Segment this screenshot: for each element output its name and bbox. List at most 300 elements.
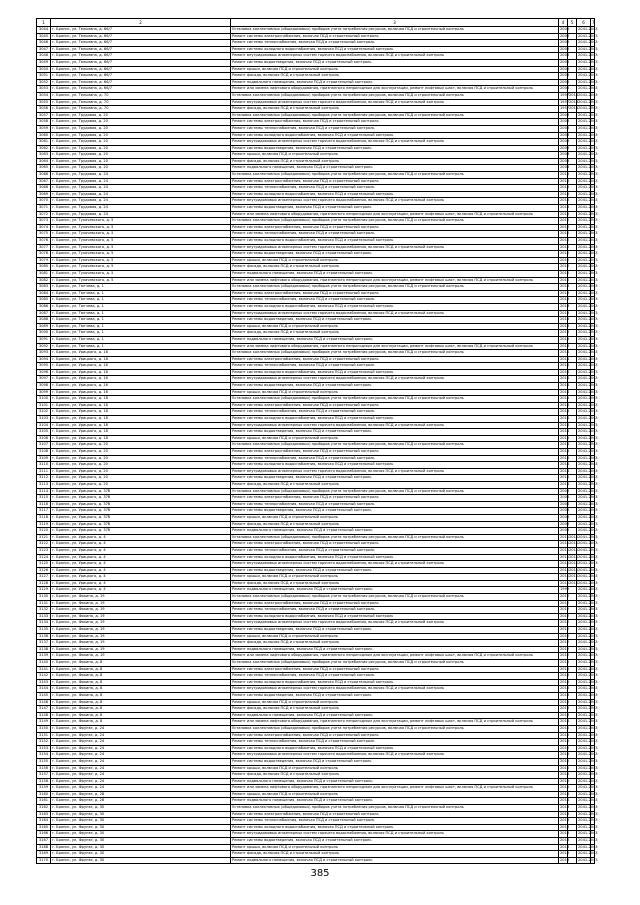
row-number: 3049 <box>37 59 51 66</box>
year-cell: 2014 <box>559 376 568 383</box>
period-cell: 2041-2043 <box>577 257 591 264</box>
work-type-cell: Ремонт системы водоотведения, включая ПСД и строительный контроль <box>231 429 559 436</box>
address-cell: г. Брянск, ул. Трудовая, д. 24 <box>51 191 231 198</box>
year-cell: 2008 <box>559 495 568 502</box>
period-cell: 2041-2043 <box>577 805 591 812</box>
period-cell: 2041-2043 <box>577 580 591 587</box>
year-cell: 2016 <box>559 178 568 185</box>
row-number: 3058 <box>37 119 51 126</box>
year-cell: 2010 <box>559 244 568 251</box>
row-number: 3056 <box>37 106 51 113</box>
work-type-cell: Ремонт системы электроснабжения, включая ПСД и строительный контроль <box>231 356 559 363</box>
row-number: 3085 <box>37 297 51 304</box>
address-cell: г. Брянск, ул. Урицкого, д. 20 <box>51 455 231 462</box>
year-cell: 2012 <box>559 627 568 634</box>
row-number: 3119 <box>37 521 51 528</box>
work-type-cell: Ремонт системы теплоснабжения, включая ПСД и строительный контроль <box>231 297 559 304</box>
row-number: 3121 <box>37 534 51 541</box>
row-number: 3091 <box>37 336 51 343</box>
row-number: 3116 <box>37 501 51 508</box>
address-cell: г. Брянск, ул. Фокина, д. 8 <box>51 673 231 680</box>
year-cell: 2014 <box>559 363 568 370</box>
period-cell: 2041-2043 <box>577 561 591 568</box>
table-row <box>37 580 595 587</box>
row-number: 3047 <box>37 46 51 53</box>
year-cell: 2014 <box>559 468 568 475</box>
year-cell: 2003 <box>559 152 568 159</box>
address-cell: г. Брянск, ул. Фокина, д. 19 <box>51 627 231 634</box>
table-row <box>37 752 595 759</box>
table-row <box>37 178 595 185</box>
period-cell: 2041-2043 <box>577 238 591 245</box>
address-cell: г. Брянск, ул. Фокина, д. 8 <box>51 686 231 693</box>
year-cell: 2016 <box>559 719 568 726</box>
work-type-cell: Ремонт внутридомовых инженерных систем горячего водоснабжения, включая ПСД и строительный контроль <box>231 198 559 205</box>
table-row <box>37 369 595 376</box>
period-cell: 2041-2043 <box>577 172 591 179</box>
year-cell: 2014 <box>559 475 568 482</box>
address-cell: г. Брянск, ул. Фрунзе, д. 28 <box>51 798 231 805</box>
row-number: 3164 <box>37 818 51 825</box>
period-cell: 2041-2043 <box>577 508 591 515</box>
address-cell: г. Брянск, ул. Тухачевского, д. 5 <box>51 264 231 271</box>
period-cell: 2041-2043 <box>577 139 591 146</box>
row-number: 3068 <box>37 185 51 192</box>
work-type-cell: Установка коллективных (общедомовых) приборов учета потребления ресурсов, включая ПСД и строительный контроль <box>231 805 559 812</box>
year-cell: 2013 <box>559 303 568 310</box>
table-row <box>37 172 595 179</box>
period-cell: 2041-2043 <box>577 383 591 390</box>
work-type-cell: Ремонт фасада, включая ПСД и строительный контроль <box>231 580 559 587</box>
year-cell: 2010 <box>559 238 568 245</box>
year-cell: 2012 <box>559 594 568 601</box>
row-number: 3147 <box>37 706 51 713</box>
period-cell: 2041-2043 <box>577 646 591 653</box>
address-cell: г. Брянск, ул. Тютчева, д. 1 <box>51 317 231 324</box>
period-cell: 2041-2043 <box>577 152 591 159</box>
row-number: 3080 <box>37 264 51 271</box>
period-cell: 2041-2043 <box>577 600 591 607</box>
year-cell: 2008 <box>559 46 568 53</box>
address-cell: г. Брянск, ул. Фрунзе, д. 28 <box>51 791 231 798</box>
address-cell: г. Брянск, ул. Урицкого, д. 16 <box>51 376 231 383</box>
work-type-cell: Ремонт крыши, включая ПСД и строительный контроль <box>231 765 559 772</box>
table-row <box>37 442 595 449</box>
year-cell: 2011 <box>568 554 577 561</box>
year-cell: 2016 <box>559 198 568 205</box>
table-row <box>37 607 595 614</box>
address-cell: г. Брянск, ул. Урицкого, д. 20 <box>51 449 231 456</box>
row-number: 3115 <box>37 495 51 502</box>
year-cell: 2011 <box>568 580 577 587</box>
row-number: 3131 <box>37 600 51 607</box>
year-cell: 2014 <box>559 389 568 396</box>
row-number: 3133 <box>37 613 51 620</box>
table-row <box>37 646 595 653</box>
column-header: 6 <box>577 19 591 27</box>
period-cell: 2041-2043 <box>577 838 591 845</box>
address-cell: г. Брянск, ул. Тютчева, д. 1 <box>51 284 231 291</box>
table-row <box>37 363 595 370</box>
period-cell: 2041-2043 <box>577 449 591 456</box>
year-cell: 1999 <box>559 587 568 594</box>
address-cell: г. Брянск, ул. Фрунзе, д. 24 <box>51 725 231 732</box>
address-cell: г. Брянск, ул. Тельмана, д. 66/7 <box>51 46 231 53</box>
address-cell: г. Брянск, ул. Фокина, д. 8 <box>51 679 231 686</box>
year-cell: 2010 <box>559 231 568 238</box>
period-cell: 2041-2043 <box>577 495 591 502</box>
page-number: 385 <box>310 868 330 879</box>
year-cell: 2008 <box>559 27 568 34</box>
work-type-cell: Ремонт системы теплоснабжения, включая ПСД и строительный контроль <box>231 409 559 416</box>
row-number: 3169 <box>37 851 51 858</box>
work-type-cell: Ремонт системы электроснабжения, включая ПСД и строительный контроль <box>231 732 559 739</box>
row-number: 3168 <box>37 844 51 851</box>
address-cell: г. Брянск, ул. Фрунзе, д. 30 <box>51 831 231 838</box>
table-row <box>37 336 595 343</box>
work-type-cell: Ремонт системы водоотведения, включая ПСД и строительный контроль <box>231 758 559 765</box>
year-cell: 2008 <box>559 33 568 40</box>
address-cell: г. Брянск, ул. Тельмана, д. 66/7 <box>51 73 231 80</box>
table-row <box>37 791 595 798</box>
period-cell: 2041-2043 <box>577 758 591 765</box>
work-type-cell: Ремонт системы электроснабжения, включая ПСД и строительный контроль <box>231 449 559 456</box>
year-cell: 2011 <box>559 567 568 574</box>
address-cell: г. Брянск, ул. Тельмана, д. 66/7 <box>51 33 231 40</box>
table-row <box>37 79 595 86</box>
row-number: 3083 <box>37 284 51 291</box>
address-cell: г. Брянск, ул. Трудовая, д. 20 <box>51 158 231 165</box>
period-cell: 2041-2043 <box>577 251 591 258</box>
work-type-cell: Ремонт системы теплоснабжения, включая ПСД и строительный контроль <box>231 231 559 238</box>
row-number: 3108 <box>37 449 51 456</box>
row-number: 3086 <box>37 303 51 310</box>
work-type-cell: Ремонт подвального помещения, включая ПСД и строительный контроль <box>231 857 559 864</box>
table-row <box>37 620 595 627</box>
row-number: 3130 <box>37 594 51 601</box>
year-cell: 2015 <box>559 732 568 739</box>
address-cell: г. Брянск, ул. Фокина, д. 19 <box>51 640 231 647</box>
table-row <box>37 811 595 818</box>
period-cell: 2041-2043 <box>577 224 591 231</box>
table-row <box>37 831 595 838</box>
year-cell: 2008 <box>559 501 568 508</box>
row-number: 3107 <box>37 442 51 449</box>
year-cell: 2016 <box>559 660 568 667</box>
row-number: 3136 <box>37 633 51 640</box>
row-number: 3067 <box>37 178 51 185</box>
table-row <box>37 125 595 132</box>
row-number: 3100 <box>37 396 51 403</box>
work-type-cell: Установка коллективных (общедомовых) приборов учета потребления ресурсов, включая ПСД и строительный контроль <box>231 442 559 449</box>
table-row <box>37 310 595 317</box>
year-cell: 2010 <box>559 264 568 271</box>
year-cell: 2016 <box>559 673 568 680</box>
table-row <box>37 198 595 205</box>
period-cell: 2041-2043 <box>577 66 591 73</box>
year-cell: 2008 <box>559 521 568 528</box>
address-cell: г. Брянск, ул. Трудовая, д. 20 <box>51 152 231 159</box>
year-cell: 2013 <box>559 811 568 818</box>
address-cell: г. Брянск, ул. Тютчева, д. 1 <box>51 303 231 310</box>
year-cell: 2011 <box>559 574 568 581</box>
row-number: 3051 <box>37 73 51 80</box>
address-cell: г. Брянск, ул. Трудовая, д. 24 <box>51 185 231 192</box>
work-type-cell: Ремонт системы водоотведения, включая ПСД и строительный контроль <box>231 475 559 482</box>
row-number: 3088 <box>37 317 51 324</box>
work-type-cell: Ремонт системы холодного водоснабжения, включая ПСД и строительный контроль <box>231 613 559 620</box>
table-row <box>37 468 595 475</box>
year-cell: 2003 <box>559 125 568 132</box>
work-type-cell: Ремонт крыши, включая ПСД и строительный контроль <box>231 514 559 521</box>
row-number: 3089 <box>37 323 51 330</box>
table-row <box>37 297 595 304</box>
year-cell: 2015 <box>559 725 568 732</box>
year-cell: 2016 <box>559 699 568 706</box>
work-type-cell: Ремонт системы холодного водоснабжения, включая ПСД и строительный контроль <box>231 824 559 831</box>
year-cell: 2013 <box>559 844 568 851</box>
row-number: 3076 <box>37 238 51 245</box>
period-cell: 2041-2043 <box>577 514 591 521</box>
address-cell: г. Брянск, ул. Фрунзе, д. 24 <box>51 752 231 759</box>
year-cell: 2014 <box>559 422 568 429</box>
address-cell: г. Брянск, ул. Фрунзе, д. 24 <box>51 732 231 739</box>
table-row <box>37 416 595 423</box>
row-number: 3077 <box>37 244 51 251</box>
period-cell: 2041-2043 <box>577 125 591 132</box>
row-number: 3053 <box>37 86 51 93</box>
table-row <box>37 205 595 212</box>
work-type-cell: Ремонт или замена лифтового оборудования, признанного непригодным для эксплуатации, ремонт лифтовых шахт, включая ПСД и строительный контроль <box>231 277 559 284</box>
year-cell: 2014 <box>559 409 568 416</box>
table-row <box>37 765 595 772</box>
row-number: 3114 <box>37 488 51 495</box>
work-type-cell: Ремонт фасада, включая ПСД и строительный контроль <box>231 640 559 647</box>
work-type-cell: Ремонт подвального помещения, включая ПСД и строительный контроль <box>231 79 559 86</box>
address-cell: г. Брянск, ул. Урицкого, д. 20 <box>51 462 231 469</box>
work-type-cell: Ремонт фасада, включая ПСД и строительный контроль <box>231 264 559 271</box>
work-type-cell: Ремонт системы электроснабжения, включая ПСД и строительный контроль <box>231 119 559 126</box>
year-cell: 2016 <box>559 706 568 713</box>
work-type-cell: Ремонт внутридомовых инженерных систем горячего водоснабжения, включая ПСД и строительный контроль <box>231 561 559 568</box>
table-row <box>37 851 595 858</box>
year-cell: 2014 <box>559 449 568 456</box>
year-cell: 2013 <box>559 290 568 297</box>
row-number: 3140 <box>37 660 51 667</box>
period-cell: 2041-2043 <box>577 27 591 34</box>
work-type-cell: Ремонт внутридомовых инженерных систем горячего водоснабжения, включая ПСД и строительный контроль <box>231 139 559 146</box>
row-number: 3170 <box>37 857 51 864</box>
address-cell: г. Брянск, ул. Фрунзе, д. 24 <box>51 739 231 746</box>
work-type-cell: Ремонт системы теплоснабжения, включая ПСД и строительный контроль <box>231 363 559 370</box>
table-row <box>37 640 595 647</box>
address-cell: г. Брянск, ул. Урицкого, д. 37б <box>51 514 231 521</box>
year-cell: 2014 <box>559 429 568 436</box>
table-row <box>37 824 595 831</box>
work-type-cell: Ремонт системы водоотведения, включая ПСД и строительный контроль <box>231 251 559 258</box>
work-type-cell: Установка коллективных (общедомовых) приборов учета потребления ресурсов, включая ПСД и строительный контроль <box>231 396 559 403</box>
period-cell: 2041-2043 <box>577 547 591 554</box>
address-cell: г. Брянск, ул. Урицкого, д. 16 <box>51 350 231 357</box>
work-type-cell: Ремонт системы электроснабжения, включая ПСД и строительный контроль <box>231 33 559 40</box>
year-cell: 2010 <box>559 257 568 264</box>
table-row <box>37 772 595 779</box>
period-cell: 2041-2043 <box>577 660 591 667</box>
table-row <box>37 284 595 291</box>
row-number: 3166 <box>37 831 51 838</box>
period-cell: 2041-2043 <box>577 198 591 205</box>
row-number: 3093 <box>37 350 51 357</box>
row-number: 3117 <box>37 508 51 515</box>
work-type-cell: Ремонт внутридомовых инженерных систем горячего водоснабжения, включая ПСД и строительный контроль <box>231 244 559 251</box>
table-row <box>37 383 595 390</box>
row-number: 3127 <box>37 574 51 581</box>
table-row <box>37 514 595 521</box>
work-type-cell: Ремонт внутридомовых инженерных систем горячего водоснабжения, включая ПСД и строительный контроль <box>231 468 559 475</box>
address-cell: г. Брянск, ул. Тухачевского, д. 5 <box>51 224 231 231</box>
year-cell: 1957 <box>559 92 568 99</box>
row-number: 3044 <box>37 27 51 34</box>
row-number: 3120 <box>37 528 51 535</box>
year-cell: 2016 <box>559 712 568 719</box>
period-cell: 2041-2043 <box>577 409 591 416</box>
address-cell: г. Брянск, ул. Фрунзе, д. 24 <box>51 772 231 779</box>
period-cell: 2041-2043 <box>577 811 591 818</box>
work-type-cell: Ремонт системы теплоснабжения, включая ПСД и строительный контроль <box>231 739 559 746</box>
table-row <box>37 679 595 686</box>
address-cell: г. Брянск, ул. Тухачевского, д. 5 <box>51 270 231 277</box>
year-cell: 2014 <box>559 462 568 469</box>
row-number: 3081 <box>37 270 51 277</box>
table-row <box>37 739 595 746</box>
period-cell: 2041-2043 <box>577 785 591 792</box>
year-cell: 2011 <box>568 574 577 581</box>
address-cell: г. Брянск, ул. Урицкого, д. 20 <box>51 442 231 449</box>
table-row <box>37 805 595 812</box>
work-type-cell: Ремонт системы холодного водоснабжения, включая ПСД и строительный контроль <box>231 132 559 139</box>
address-cell: г. Брянск, ул. Фокина, д. 8 <box>51 712 231 719</box>
year-cell: 2014 <box>559 383 568 390</box>
table-row <box>37 251 595 258</box>
work-type-cell: Ремонт крыши, включая ПСД и строительный контроль <box>231 389 559 396</box>
row-number: 3087 <box>37 310 51 317</box>
work-type-cell: Ремонт системы электроснабжения, включая ПСД и строительный контроль <box>231 541 559 548</box>
work-type-cell: Ремонт крыши, включая ПСД и строительный контроль <box>231 633 559 640</box>
address-cell: г. Брянск, ул. Фрунзе, д. 30 <box>51 844 231 851</box>
table-row <box>37 145 595 152</box>
year-cell: 2015 <box>559 752 568 759</box>
address-cell: г. Брянск, ул. Тельмана, д. 70 <box>51 99 231 106</box>
work-type-cell: Ремонт системы теплоснабжения, включая ПСД и строительный контроль <box>231 40 559 47</box>
table-row <box>37 666 595 673</box>
work-type-cell: Ремонт крыши, включая ПСД и строительный контроль <box>231 435 559 442</box>
year-cell: 2010 <box>559 277 568 284</box>
year-cell: 2008 <box>559 528 568 535</box>
year-cell: 2014 <box>559 442 568 449</box>
period-cell: 2041-2043 <box>577 178 591 185</box>
period-cell: 2041-2043 <box>577 739 591 746</box>
row-number: 3102 <box>37 409 51 416</box>
row-number: 3062 <box>37 145 51 152</box>
period-cell: 2041-2043 <box>577 442 591 449</box>
table-row <box>37 633 595 640</box>
work-type-cell: Ремонт системы электроснабжения, включая ПСД и строительный контроль <box>231 600 559 607</box>
row-number: 3155 <box>37 758 51 765</box>
year-cell: 2014 <box>559 396 568 403</box>
period-cell: 2041-2043 <box>577 396 591 403</box>
address-cell: г. Брянск, ул. Фокина, д. 19 <box>51 653 231 660</box>
period-cell: 2041-2043 <box>577 33 591 40</box>
period-cell: 2041-2043 <box>577 824 591 831</box>
address-cell: г. Брянск, ул. Тухачевского, д. 5 <box>51 257 231 264</box>
column-header: 1 <box>37 19 51 27</box>
row-number: 3139 <box>37 653 51 660</box>
work-type-cell: Установка коллективных (общедомовых) приборов учета потребления ресурсов, включая ПСД и строительный контроль <box>231 594 559 601</box>
year-cell: 2013 <box>559 805 568 812</box>
work-type-cell: Установка коллективных (общедомовых) приборов учета потребления ресурсов, включая ПСД и строительный контроль <box>231 112 559 119</box>
table-row <box>37 389 595 396</box>
year-cell: 2014 <box>559 791 568 798</box>
work-type-cell: Ремонт подвального помещения, включая ПСД и строительный контроль <box>231 165 559 172</box>
work-type-cell: Ремонт системы теплоснабжения, включая ПСД и строительный контроль <box>231 455 559 462</box>
address-cell: г. Брянск, ул. Тельмана, д. 66/7 <box>51 66 231 73</box>
period-cell: 2041-2043 <box>577 303 591 310</box>
address-cell: г. Брянск, ул. Тютчева, д. 1 <box>51 336 231 343</box>
period-cell: 2041-2043 <box>577 79 591 86</box>
column-header: 3 <box>231 19 559 27</box>
row-number: 3074 <box>37 224 51 231</box>
address-cell: г. Брянск, ул. Тухачевского, д. 5 <box>51 238 231 245</box>
table-row <box>37 330 595 337</box>
period-cell: 2041-2043 <box>577 416 591 423</box>
year-cell: 2014 <box>559 350 568 357</box>
period-cell: 2041-2043 <box>577 211 591 218</box>
period-cell: 2041-2043 <box>577 468 591 475</box>
table-row <box>37 732 595 739</box>
year-cell: 2015 <box>559 758 568 765</box>
work-type-cell: Ремонт системы водоотведения, включая ПСД и строительный контроль <box>231 317 559 324</box>
period-cell: 2041-2043 <box>577 92 591 99</box>
row-number: 3104 <box>37 422 51 429</box>
row-number: 3045 <box>37 33 51 40</box>
address-cell: г. Брянск, ул. Урицкого, д. 4 <box>51 574 231 581</box>
row-number: 3110 <box>37 462 51 469</box>
work-type-cell: Ремонт системы водоотведения, включая ПСД и строительный контроль <box>231 383 559 390</box>
row-number: 3095 <box>37 363 51 370</box>
year-cell: 2014 <box>559 455 568 462</box>
period-cell: 2041-2043 <box>577 857 591 864</box>
work-type-cell: Ремонт или замена лифтового оборудования, признанного непригодным для эксплуатации, ремонт лифтовых шахт, включая ПСД и строительный контроль <box>231 86 559 93</box>
address-cell: г. Брянск, ул. Трудовая, д. 24 <box>51 205 231 212</box>
address-cell: г. Брянск, ул. Трудовая, д. 24 <box>51 178 231 185</box>
year-cell: 2014 <box>559 402 568 409</box>
address-cell: г. Брянск, ул. Тухачевского, д. 5 <box>51 277 231 284</box>
year-cell: 2016 <box>559 205 568 212</box>
address-cell: г. Брянск, ул. Тухачевского, д. 5 <box>51 251 231 258</box>
work-type-cell: Установка коллективных (общедомовых) приборов учета потребления ресурсов, включая ПСД и строительный контроль <box>231 218 559 225</box>
work-type-cell: Ремонт внутридомовых инженерных систем горячего водоснабжения, включая ПСД и строительный контроль <box>231 99 559 106</box>
row-number: 3092 <box>37 343 51 350</box>
table-row <box>37 541 595 548</box>
row-number: 3152 <box>37 739 51 746</box>
address-cell: г. Брянск, ул. Трудовая, д. 20 <box>51 125 231 132</box>
address-cell: г. Брянск, ул. Тельмана, д. 66/7 <box>51 27 231 34</box>
year-cell: 2011 <box>568 541 577 548</box>
work-type-cell: Ремонт системы водоотведения, включая ПСД и строительный контроль <box>231 692 559 699</box>
year-cell: 2011 <box>559 541 568 548</box>
table-row <box>37 356 595 363</box>
row-number: 3134 <box>37 620 51 627</box>
